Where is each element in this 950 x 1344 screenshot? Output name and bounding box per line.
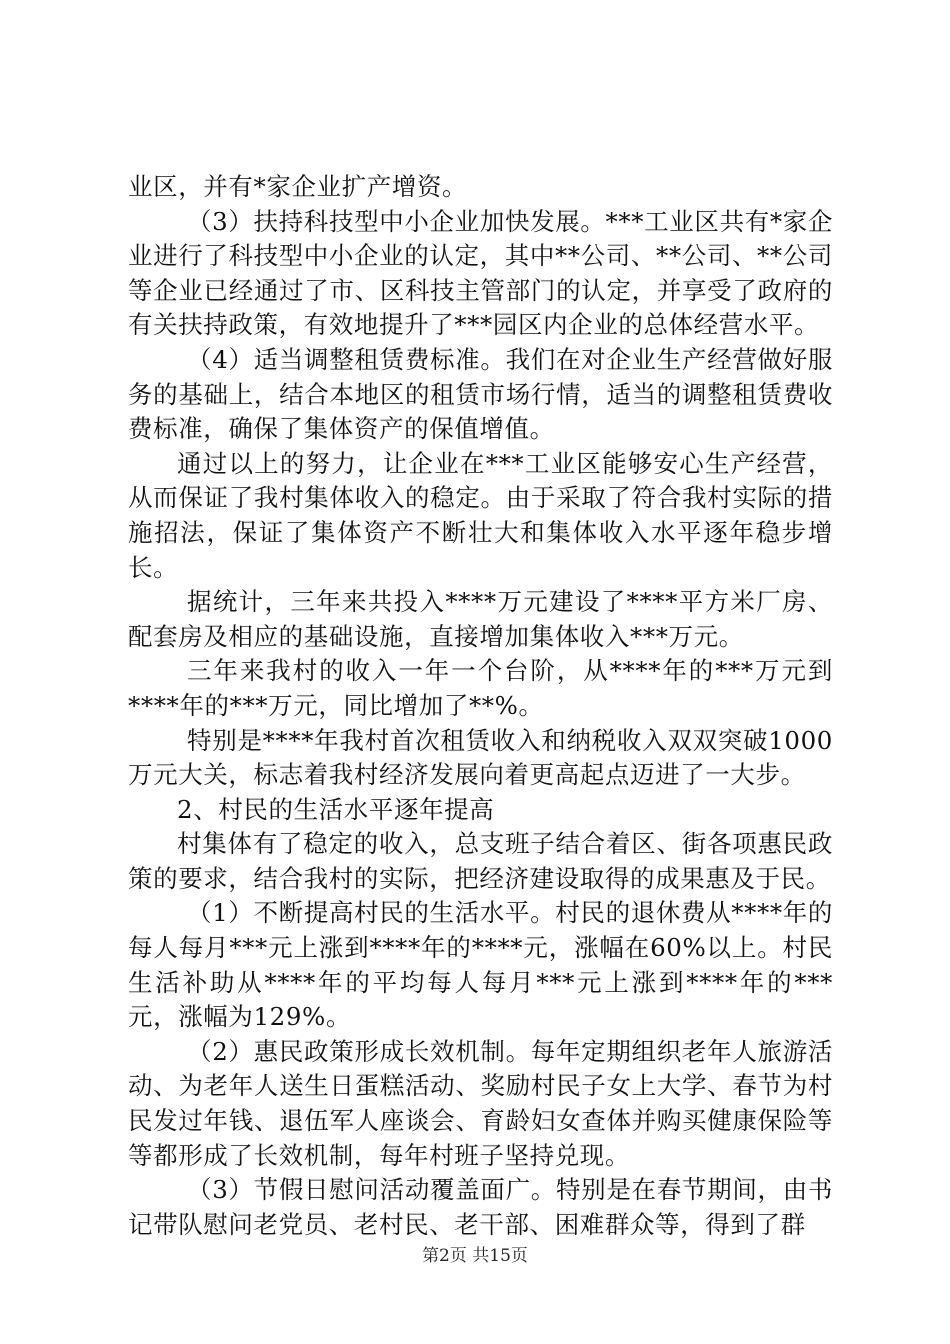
section-heading: 2、村民的生活水平逐年提高 xyxy=(177,794,495,824)
paragraph: （3）节假日慰问活动覆盖面广。特别是在春节期间，由书记带队慰问老党员、老村民、老干部、困难群众等，得到了群 xyxy=(128,1175,833,1239)
paragraph: （4）适当调整租赁费标准。我们在对企业生产经营做好服务的基础上，结合本地区的租赁市场行情，适当的调整租赁费收费标准，确保了集体资产的保值增值。 xyxy=(128,344,833,444)
paragraph: 三年来我村的收入一年一个台阶，从****年的***万元到****年的***万元，同比增加了**%。 xyxy=(128,656,833,720)
body-text xyxy=(128,170,833,1242)
paragraph: 特别是****年我村首次租赁收入和纳税收入双双突破1000万元大关，标志着我村经济发展向着更高起点迈进了一大步。 xyxy=(128,725,833,790)
paragraph: （3）扶持科技型中小企业加快发展。***工业区共有*家企业进行了科技型中小企业的认定，其中**公司、**公司、**公司等企业已经通过了市、区科技主管部门的认定，并享受了政府的有关扶持政策，有效地提升了***园区内企业的总体经营水平。 xyxy=(128,206,833,340)
paragraph: 业区，并有*家企业扩产增资。 xyxy=(128,172,468,201)
paragraph: 据统计，三年来共投入****万元建设了****平方米厂房、配套房及相应的基础设施，直接增加集体收入***万元。 xyxy=(128,587,833,651)
page-number-footer: 第2页 共15页 xyxy=(422,1246,528,1266)
paragraph: （1）不断提高村民的生活水平。村民的退休费从****年的每人每月***元上涨到****年的****元，涨幅在60%以上。村民生活补助从****年的平均每人每月***元上涨到****年的***元，涨幅为129%。 xyxy=(128,898,833,1032)
paragraph: 通过以上的努力，让企业在***工业区能够安心生产经营，从而保证了我村集体收入的稳定。由于采取了符合我村实际的措施招法，保证了集体资产不断壮大和集体收入水平逐年稳步增长。 xyxy=(128,448,833,582)
paragraph: 村集体有了稳定的收入，总支班子结合着区、街各项惠民政策的要求，结合我村的实际，把经济建设取得的成果惠及于民。 xyxy=(128,829,833,893)
paragraph: （2）惠民政策形成长效机制。每年定期组织老年人旅游活动、为老年人送生日蛋糕活动、奖励村民子女上大学、春节为村民发过年钱、退伍军人座谈会、育龄妇女查体并购买健康保险等等都形成了长效机制，每年村班子坚持兑现。 xyxy=(128,1036,833,1170)
